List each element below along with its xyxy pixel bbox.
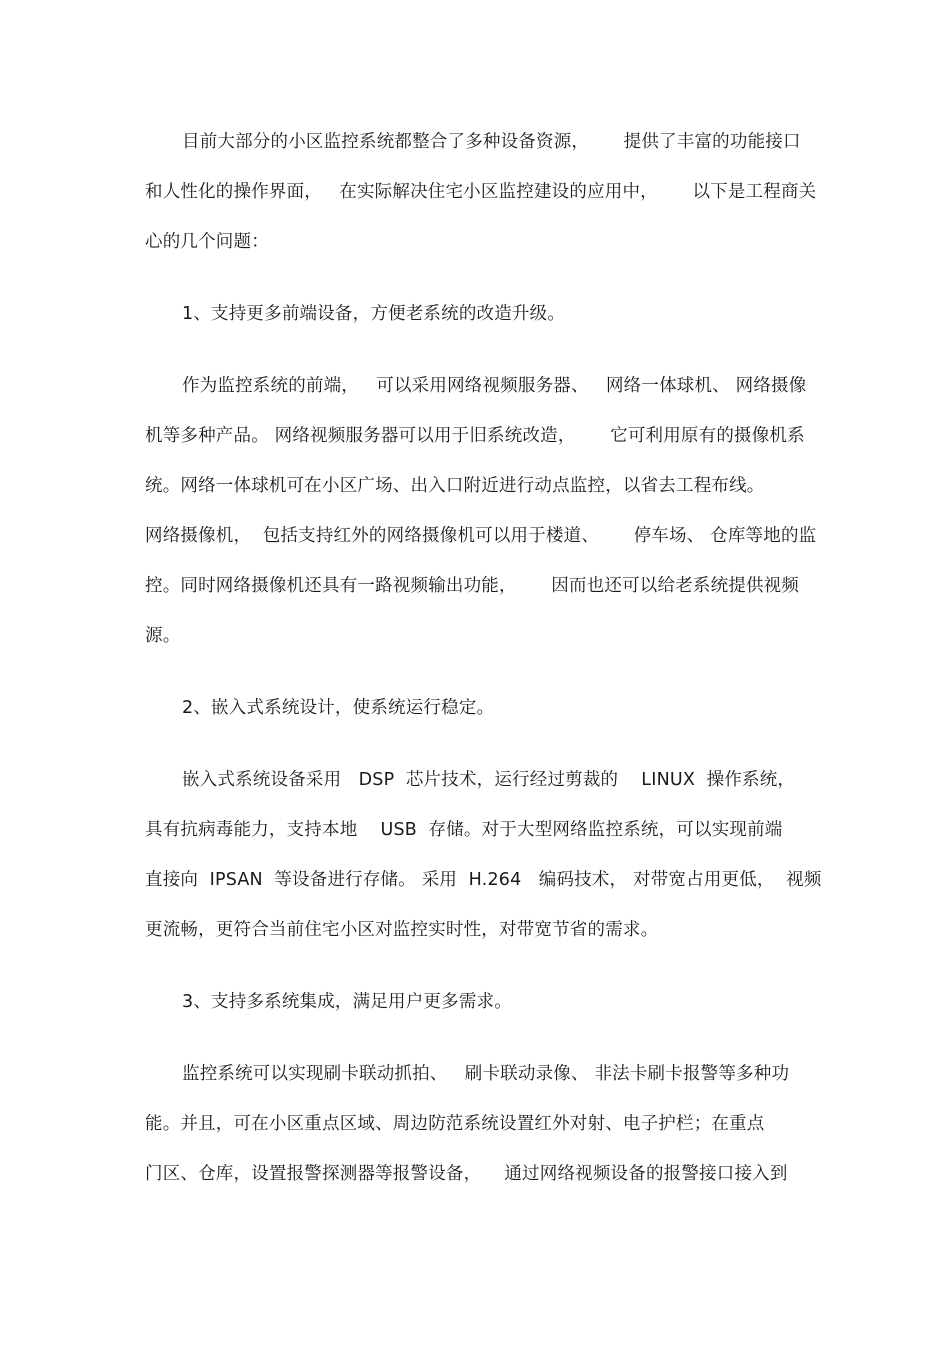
body-1-line-4: 网络摄像机， 包括支持红外的网络摄像机可以用于楼道、 停车场、 仓库等地的监: [145, 526, 817, 546]
section-heading-3: 3、支持多系统集成，满足用户更多需求。: [182, 992, 512, 1012]
intro-line-1: 目前大部分的小区监控系统都整合了多种设备资源， 提供了丰富的功能接口: [182, 132, 801, 152]
body-2-line-2: 具有抗病毒能力，支持本地 USB 存储。对于大型网络监控系统，可以实现前端: [145, 820, 783, 840]
body-2-line-3: 直接向 IPSAN 等设备进行存储。 采用 H.264 编码技术， 对带宽占用更低， 视频: [145, 870, 822, 890]
body-1-line-6: 源。: [145, 626, 181, 646]
intro-line-2: 和人性化的操作界面， 在实际解决住宅小区监控建设的应用中， 以下是工程商关: [145, 182, 817, 202]
body-3-line-1: 监控系统可以实现刷卡联动抓拍、 刷卡联动录像、 非法卡刷卡报警等多种功: [182, 1064, 790, 1084]
intro-line-3: 心的几个问题：: [145, 232, 269, 252]
section-heading-1: 1、支持更多前端设备，方便老系统的改造升级。: [182, 304, 566, 324]
body-3-line-2: 能。并且，可在小区重点区域、周边防范系统设置红外对射、电子护栏；在重点: [145, 1114, 765, 1134]
body-3-line-3: 门区、仓库，设置报警探测器等报警设备， 通过网络视频设备的报警接口接入到: [145, 1164, 788, 1184]
body-2-line-4: 更流畅，更符合当前住宅小区对监控实时性，对带宽节省的需求。: [145, 920, 659, 940]
section-heading-2: 2、嵌入式系统设计，使系统运行稳定。: [182, 698, 495, 718]
body-1-line-3: 统。网络一体球机可在小区广场、出入口附近进行动点监控，以省去工程布线。: [145, 476, 765, 496]
body-1-line-2: 机等多种产品。 网络视频服务器可以用于旧系统改造， 它可利用原有的摄像机系: [145, 426, 805, 446]
body-2-line-1: 嵌入式系统设备采用 DSP 芯片技术，运行经过剪裁的 LINUX 操作系统，: [182, 770, 796, 790]
body-1-line-1: 作为监控系统的前端， 可以采用网络视频服务器、 网络一体球机、 网络摄像: [182, 376, 807, 396]
body-1-line-5: 控。同时网络摄像机还具有一路视频输出功能， 因而也还可以给老系统提供视频: [145, 576, 800, 596]
